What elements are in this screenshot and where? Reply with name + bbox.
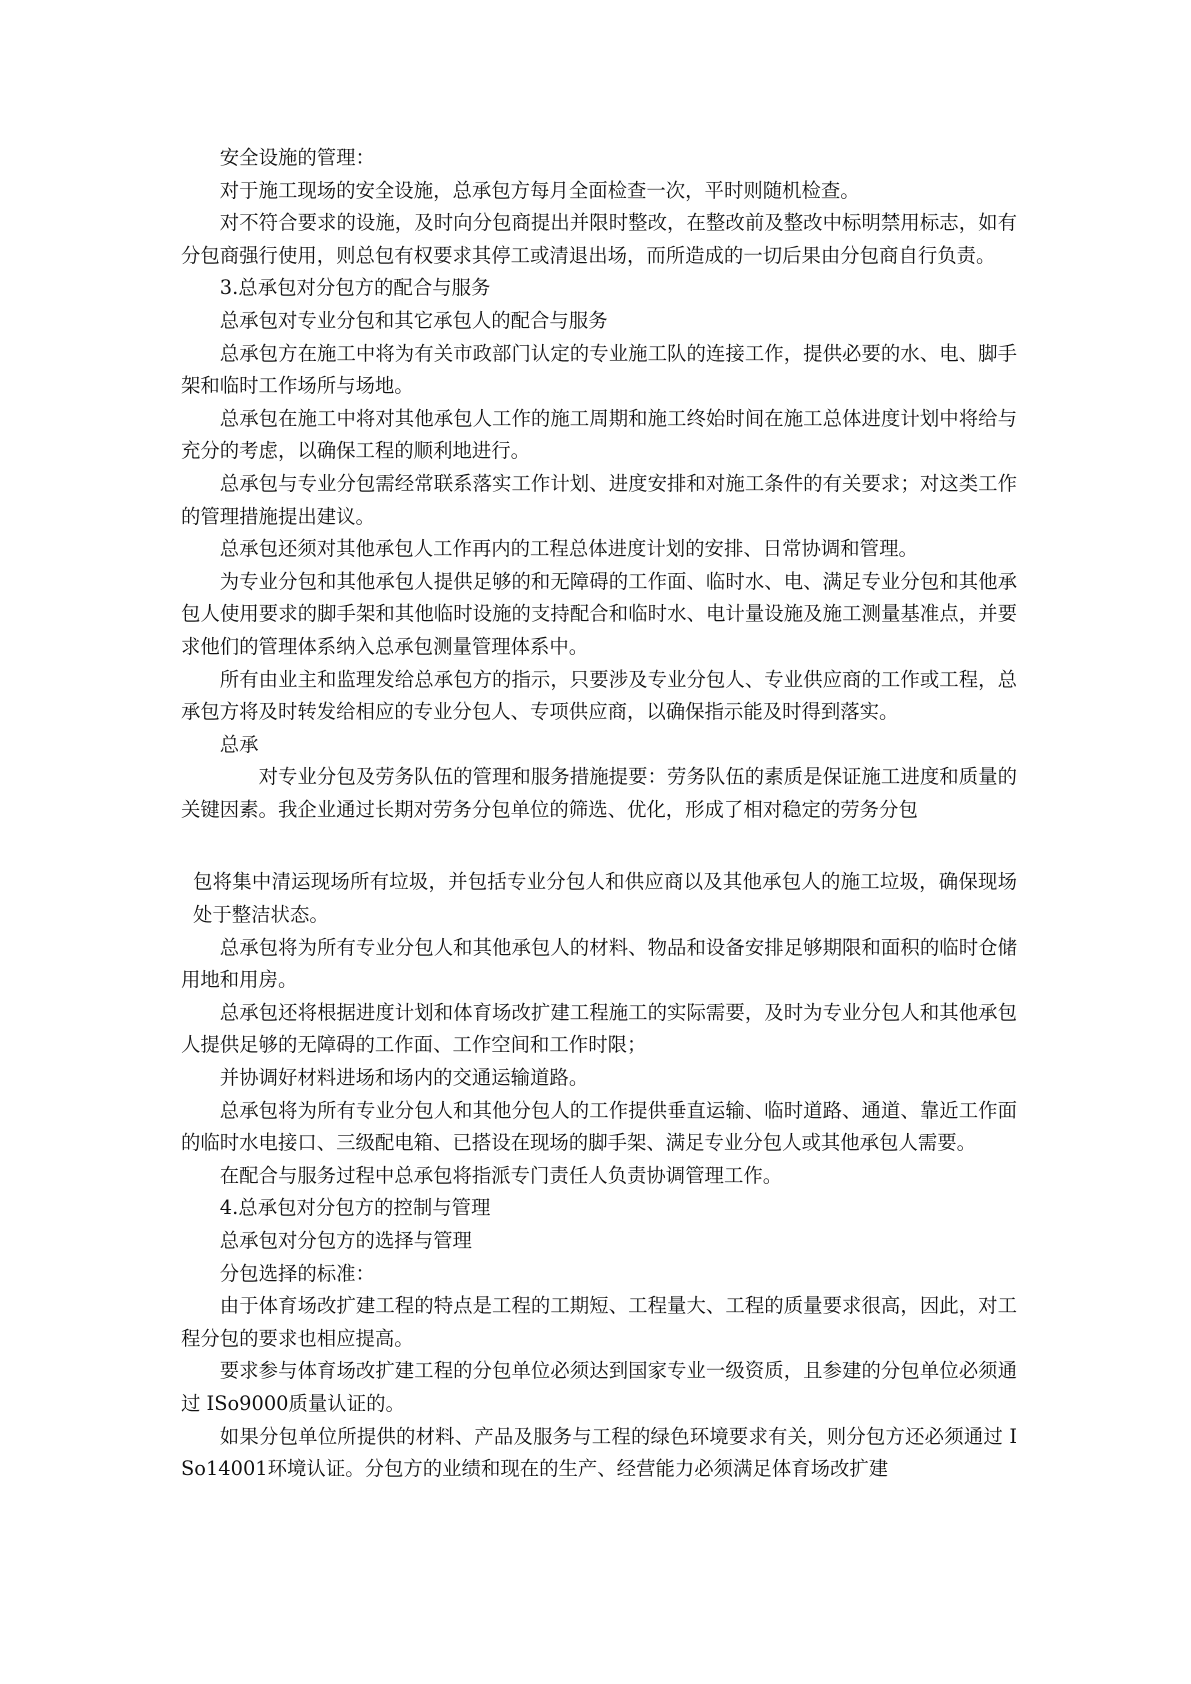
document-page <box>181 142 1017 1486</box>
paragraph-garbage: 包将集中清运现场所有垃圾，并包括专业分包人和供应商以及其他承包人的施工垃圾，确保现场处于整洁状态。 <box>193 870 1017 927</box>
paragraph-connection-work: 总承包方在施工中将为有关市政部门认定的专业施工队的连接工作，提供必要的水、电、脚手架和临时工作场所与场地。 <box>181 341 1017 398</box>
subheading-selection: 总承包对分包方的选择与管理 <box>219 1229 472 1252</box>
blank-gap <box>181 826 1017 866</box>
paragraph-inspection: 对于施工现场的安全设施，总承包方每月全面检查一次，平时则随机检查。 <box>219 178 860 202</box>
section-heading-3: 3.总承包对分包方的配合与服务 <box>219 276 491 300</box>
paragraph-schedule: 总承包在施工中将对其他承包人工作的施工周期和施工终始时间在施工总体进度计划中将给与充分的考虑，以确保工程的顺利地进行。 <box>181 406 1017 463</box>
paragraph-rectification: 对不符合要求的设施，及时向分包商提出并限时整改，在整改前及整改中标明禁用标志，如有分包商强行使用，则总包有权要求其停工或清退出场，而所造成的一切后果由分包商自行负责。 <box>181 211 1017 267</box>
paragraph-storage: 总承包将为所有专业分包人和其他承包人的材料、物品和设备安排足够期限和面积的临时仓储用地和用房。 <box>181 935 1017 992</box>
paragraph-vertical-transport: 总承包将为所有专业分包人和其他分包人的工作提供垂直运输、临时道路、通道、靠近工作面的临时水电接口、三级配电箱、已搭设在现场的脚手架、满足专业分包人或其他承包人需要。 <box>181 1098 1017 1155</box>
paragraph-responsible-person: 在配合与服务过程中总承包将指派专门责任人负责协调管理工作。 <box>219 1163 783 1187</box>
section-heading-4: 4.总承包对分包方的控制与管理 <box>219 1196 491 1220</box>
paragraph-work-space: 总承包还将根据进度计划和体育场改扩建工程施工的实际需要，及时为专业分包人和其他承包人提供足够的无障碍的工作面、工作空间和工作时限； <box>181 1000 1017 1057</box>
paragraph-iso9000: 要求参与体育场改扩建工程的分包单位必须达到国家专业一级资质，且参建的分包单位必须通过 ISo9000质量认证的。 <box>181 1359 1017 1415</box>
paragraph-coordination: 总承包还须对其他承包人工作再内的工程总体进度计划的安排、日常协调和管理。 <box>219 537 918 561</box>
paragraph-liaison: 总承包与专业分包需经常联系落实工作计划、进度安排和对施工条件的有关要求；对这类工作的管理措施提出建议。 <box>181 471 1017 528</box>
paragraph-labor-management: 对专业分包及劳务队伍的管理和服务措施提要：劳务队伍的素质是保证施工进度和质量的关键因素。我企业通过长期对劳务分包单位的筛选、优化，形成了相对稳定的劳务分包 <box>181 765 1017 821</box>
paragraph-safety-facility-management: 安全设施的管理： <box>219 146 375 169</box>
paragraph-instructions: 所有由业主和监理发给总承包方的指示，只要涉及专业分包人、专业供应商的工作或工程，总承包方将及时转发给相应的专业分包人、专项供应商，以确保指示能及时得到落实。 <box>181 667 1017 724</box>
subheading-criteria: 分包选择的标准： <box>219 1261 375 1285</box>
paragraph-work-surface: 为专业分包和其他承包人提供足够的和无障碍的工作面、临时水、电、满足专业分包和其他承包人使用要求的脚手架和其他临时设施的支持配合和临时水、电计量设施及施工测量基准点，并要求他们的管理体系纳入总承包测量管理体系中。 <box>181 569 1017 658</box>
paragraph-iso14001: 如果分包单位所提供的材料、产品及服务与工程的绿色环境要求有关，则分包方还必须通过 ISo14001环境认证。分包方的业绩和现在的生产、经营能力必须满足体育场改扩建 <box>181 1424 1017 1481</box>
paragraph-traffic: 并协调好材料进场和场内的交通运输道路。 <box>219 1066 589 1090</box>
paragraph-project-features: 由于体育场改扩建工程的特点是工程的工期短、工程量大、工程的质量要求很高，因此，对工程分包的要求也相应提高。 <box>181 1294 1017 1350</box>
paragraph-fragment: 总承 <box>219 732 259 756</box>
subheading-cooperation: 总承包对专业分包和其它承包人的配合与服务 <box>219 308 608 332</box>
